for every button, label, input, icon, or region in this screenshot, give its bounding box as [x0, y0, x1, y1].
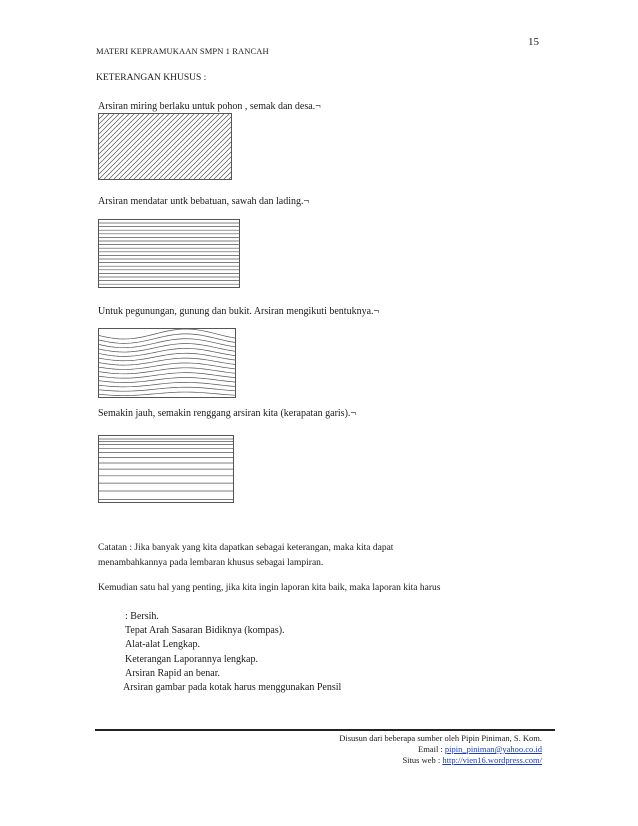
hatch-line: [144, 114, 209, 179]
contour-line: [99, 329, 235, 339]
contour-hatch-drawing: [99, 329, 235, 397]
hatch-line: [119, 114, 184, 179]
requirements-list: [125, 610, 341, 695]
requirement-item: Alat-alat Lengkap.: [125, 639, 200, 651]
footer-email-label: Email :: [418, 744, 445, 754]
hatch-line: [129, 114, 194, 179]
hatch-line: [164, 114, 229, 179]
hatch-line: [104, 114, 169, 179]
contour-line: [99, 382, 235, 387]
caption-spacing-hatch: Semakin jauh, semakin renggang arsiran kita (kerapatan garis).¬: [98, 408, 357, 419]
footer-author: Disusun dari beberapa sumber oleh Pipin Piniman, S. Kom.: [339, 733, 542, 743]
diagonal-hatch-drawing: [99, 114, 231, 179]
contour-line: [99, 363, 235, 369]
page-number: 15: [528, 36, 539, 48]
hatch-line: [134, 114, 199, 179]
document-header: MATERI KEPRAMUKAAN SMPN 1 RANCAH: [96, 46, 269, 56]
hatch-line: [99, 114, 164, 179]
note-line-1: Catatan : Jika banyak yang kita dapatkan sebagai keterangan, maka kita dapat: [98, 543, 394, 553]
contour-hatch-box: [98, 328, 236, 398]
contour-line: [99, 368, 235, 374]
caption-horizontal-hatch: Arsiran mendatar untk bebatuan, sawah dan lading.¬: [98, 196, 310, 207]
hatch-line: [139, 114, 204, 179]
note-line-2: menambahkannya pada lembaran khusus sebagai lampiran.: [98, 558, 324, 568]
requirement-item: Tepat Arah Sasaran Bidiknya (kompas).: [125, 625, 285, 637]
footer-divider: [95, 729, 555, 731]
note-line-3: Kemudian satu hal yang penting, jika kita ingin laporan kita baik, maka laporan kita harus: [98, 583, 441, 593]
requirement-item: Arsiran Rapid an benar.: [125, 667, 220, 679]
hatch-line: [159, 114, 224, 179]
section-title: KETERANGAN KHUSUS :: [96, 73, 207, 83]
hatch-line: [124, 114, 189, 179]
diagonal-hatch-box: [98, 113, 232, 180]
hatch-line: [154, 114, 219, 179]
footer: [339, 733, 542, 766]
spacing-hatch-drawing: [99, 436, 233, 502]
requirement-item: : Bersih.: [125, 611, 159, 622]
footer-web-label: Situs web :: [402, 755, 443, 765]
caption-diagonal-hatch: Arsiran miring berlaku untuk pohon , semak dan desa.¬: [98, 101, 321, 112]
footer-web-row: [339, 755, 542, 766]
horizontal-hatch-box: [98, 219, 240, 288]
caption-contour-hatch: Untuk pegunungan, gunung dan bukit. Arsiran mengikuti bentuknya.¬: [98, 306, 380, 317]
hatch-line: [149, 114, 214, 179]
contour-line: [99, 392, 235, 396]
requirement-item: Arsiran gambar pada kotak harus menggunakan Pensil: [123, 682, 342, 694]
footer-email-link[interactable]: pipin_piniman@yahoo.co.id: [444, 744, 542, 754]
hatch-line: [114, 114, 179, 179]
hatch-line: [224, 114, 231, 179]
footer-email-row: [339, 744, 542, 755]
hatch-line: [174, 114, 231, 179]
requirement-item: Keterangan Laporannya lengkap.: [125, 653, 258, 665]
hatch-line: [209, 114, 231, 179]
contour-line: [99, 387, 235, 391]
spacing-hatch-box: [98, 435, 234, 503]
horizontal-hatch-drawing: [99, 220, 239, 287]
hatch-line: [109, 114, 174, 179]
footer-web-link[interactable]: http://vien16.wordpress.com/: [442, 755, 542, 765]
